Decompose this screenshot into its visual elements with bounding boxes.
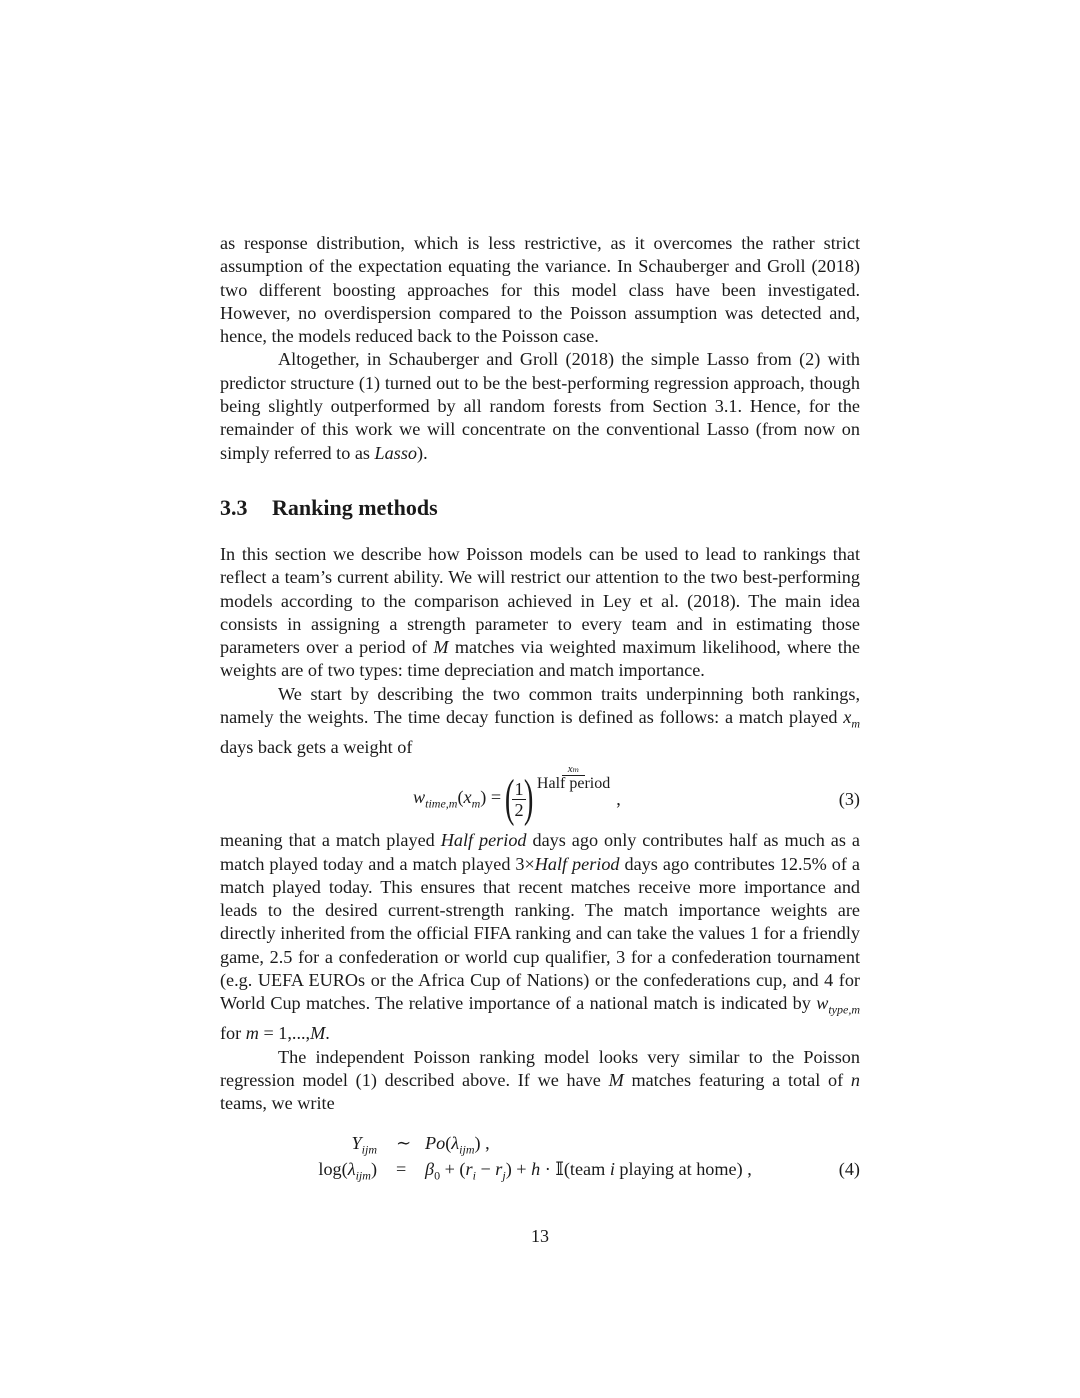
lasso-term: Lasso [374,442,418,463]
paragraph-2 [220,348,860,464]
paragraph-2-end: ). [417,442,428,463]
equation-3-number: (3) [838,789,860,810]
equation-4-line-2: $\log(\lambda_{ijm})$ = $\beta_0 + (r_i - r_j) + h$ · 𝕀(team i playing at home) , (4) [318,1159,860,1184]
paragraph-4: We start by describing the two common traits underpinning both rankings, namely the weights. The time decay function is defined as follows: a match played $x_m$ days back gets a weight of [220,683,860,757]
paragraph-5: meaning that a match played Half period days ago only contributes half as much as a match played today and a match played 3×Half period days ago contributes 12.5% of a match played today. This ensures that recent matches receive more importance and leads to the desired current-strength ranking. The match importance weights are directly inherited from the official FIFA ranking and can take the values 1 for a friendly game, 2.5 for a confederation or world cup qualifier, 3 for a confederation tournament (e.g. UEFA EUROs or the Africa Cup of Nations) or the confederations cup, and 4 for World Cup matches. The relative importance of a national match is indicated by $w_{type,m}$ for m = 1,...,M. [220,830,860,1044]
equation-3-exponent: xₘ Half period [536,762,611,792]
equation-4-number: (4) [838,1159,860,1180]
page-body [220,232,860,1187]
section-number: 3.3 [220,494,248,520]
equation-4 [220,1125,860,1187]
section-heading [220,495,860,521]
equation-3-body: $w_{time,m}(x_m)$ = ( $\frac{1}{2}$ ) xₘ Half period , [413,762,621,828]
paragraph-2-text: Altogether, in Schauberger and Groll (2018) the simple Lasso from (2) with predictor structure (1) turned out to be the best-performing regression approach, though being slightly outperformed by all random forests from Section 3.1. Hence, for the remainder of this work we will concentrate on the conventional Lasso (from now on simply referred to as [220,349,860,463]
paragraph-3: In this section we describe how Poisson models can be used to lead to rankings that reflect a team’s current ability. We will restrict our attention to the two best-performing models according to the comparison achieved in Ley et al. (2018). The main idea consists in assigning a strength parameter to every team and in estimating those parameters over a period of M matches via weighted maximum likelihood, where the weights are of two types: time depreciation and match importance. [220,543,861,681]
paragraph-1: as response distribution, which is less restrictive, as it overcomes the rather strict assumption of the expectation equating the variance. In Schauberger and Groll (2018) two different boosting approaches for this model class have been investigated. However, no overdispersion compared to the Poisson assumption was detected and, hence, the models reduced back to the Poisson case. [220,233,860,347]
paragraph-6: The independent Poisson ranking model looks very similar to the Poisson regression model (1) described above. If we have M matches featuring a total of n teams, we write [220,1046,860,1114]
equation-3 [220,762,860,828]
equation-4-line-1: $Y_{ijm}$ ∼ $Po(\lambda_{ijm})$ , [351,1133,490,1158]
page-number: 13 [531,1226,549,1246]
section-title: Ranking methods [272,494,438,520]
